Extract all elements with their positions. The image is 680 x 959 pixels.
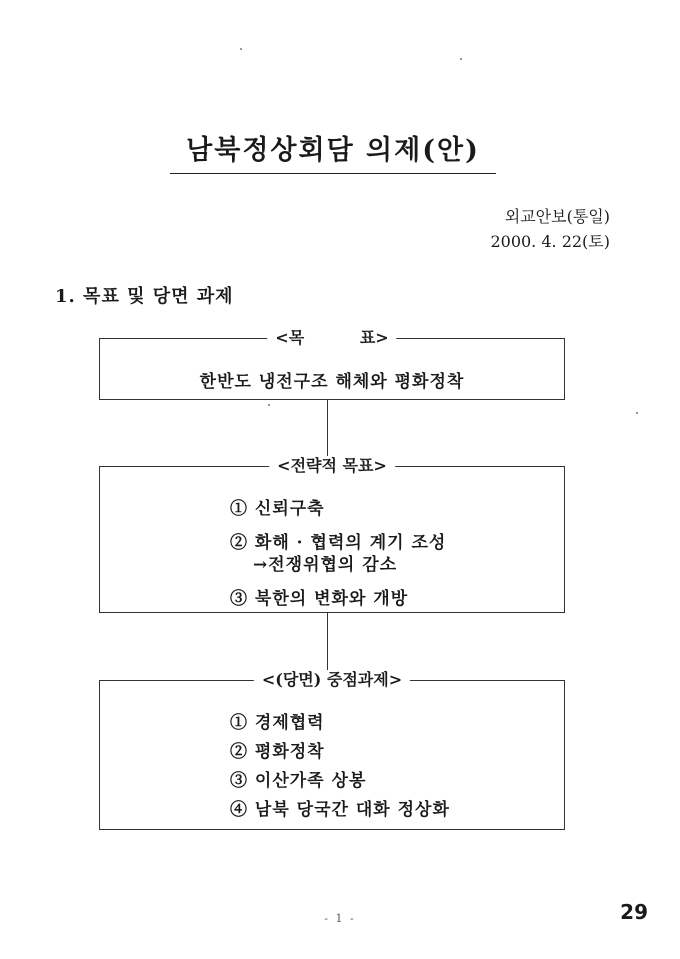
- scan-speck: [268, 404, 270, 406]
- scan-speck: [636, 412, 638, 414]
- list-item: ② 평화정착: [230, 742, 325, 762]
- list-item: ④ 남북 당국간 대화 정상화: [230, 800, 450, 820]
- list-item: ③ 북한의 변화와 개방: [230, 589, 409, 609]
- list-item: ② 화해 · 협력의 계기 조성: [230, 533, 447, 553]
- key-tasks-list: [230, 709, 450, 825]
- strategic-goals-label: <전략적 목표>: [269, 456, 395, 476]
- strategic-goals-list: [230, 495, 446, 613]
- scan-speck: [460, 58, 462, 60]
- goal-text: 한반도 냉전구조 해체와 평화정착: [199, 372, 465, 392]
- key-tasks-box: [99, 670, 565, 830]
- page-marker: - 1 -: [324, 912, 356, 925]
- department-label: 외교안보(통일): [504, 207, 610, 226]
- section-heading: 1. 목표 및 당면 과제: [55, 286, 234, 307]
- document-date: 2000. 4. 22(토): [490, 232, 610, 251]
- list-item-sub: →전쟁위협의 감소: [253, 555, 398, 575]
- page-stamp-number: 29: [620, 900, 648, 924]
- list-item: ③ 이산가족 상봉: [230, 771, 367, 791]
- list-item: ① 신뢰구축: [230, 499, 325, 519]
- list-item: ① 경제협력: [230, 713, 325, 733]
- key-tasks-label: <(당면) 중점과제>: [254, 670, 410, 690]
- goal-box: [99, 328, 565, 400]
- scan-speck: [240, 48, 242, 50]
- document-title: 남북정상회담 의제(안): [170, 128, 496, 174]
- goal-box-label: <목 표>: [267, 328, 396, 348]
- strategic-goals-box: [99, 456, 565, 613]
